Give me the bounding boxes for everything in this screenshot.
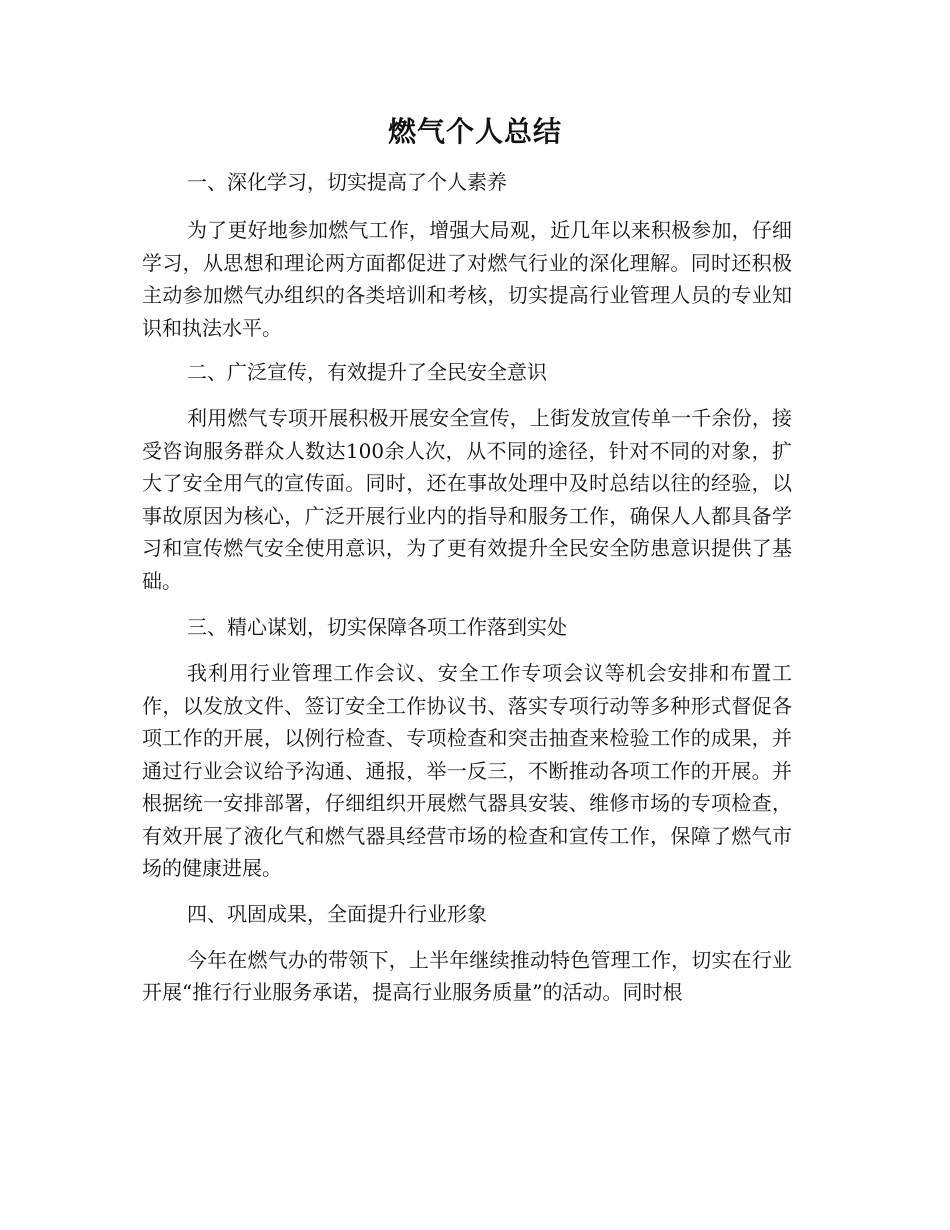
section-heading-2: 二、广泛宣传，有效提升了全民安全意识 — [187, 360, 547, 384]
section-paragraph-2: 利用燃气专项开展积极开展安全宣传，上街发放宣传单一千余份，接受咨询服务群众人数达100余人次，从不同的途径，针对不同的对象，扩大了安全用气的宣传面。同时，还在事故处理中及时总结以往的经验，以事故原因为核心，广泛开展行业内的指导和服务工作，确保人人都具备学习和宣传燃气安全使用意识，为了更有效提升全民安全防患意识提供了基础。 — [142, 406, 792, 593]
section-paragraph-4: 今年在燃气办的带领下，上半年继续推动特色管理工作，切实在行业开展“推行行业服务承诺，提高行业服务质量”的活动。同时根 — [142, 947, 792, 1004]
document-body — [142, 164, 792, 1009]
section-paragraph-1: 为了更好地参加燃气工作，增强大局观，近几年以来积极参加，仔细学习，从思想和理论两方面都促进了对燃气行业的深化理解。同时还积极主动参加燃气办组织的各类培训和考核，切实提高行业管理人员的专业知识和执法水平。 — [142, 218, 792, 340]
section-heading-1: 一、深化学习，切实提高了个人素养 — [187, 170, 507, 194]
section-heading-3: 三、精心谋划，切实保障各项工作落到实处 — [187, 615, 567, 639]
page-title: 燃气个人总结 — [387, 115, 562, 148]
section-paragraph-3: 我利用行业管理工作会议、安全工作专项会议等机会安排和布置工作，以发放文件、签订安全工作协议书、落实专项行动等多种形式督促各项工作的开展，以例行检查、专项检查和突击抽查来检验工作的成果，并通过行业会议给予沟通、通报，举一反三，不断推动各项工作的开展。并根据统一安排部署，仔细组织开展燃气器具安装、维修市场的专项检查，有效开展了液化气和燃气器具经营市场的检查和宣传工作，保障了燃气市场的健康进展。 — [142, 661, 792, 880]
section-heading-4: 四、巩固成果，全面提升行业形象 — [187, 901, 487, 926]
